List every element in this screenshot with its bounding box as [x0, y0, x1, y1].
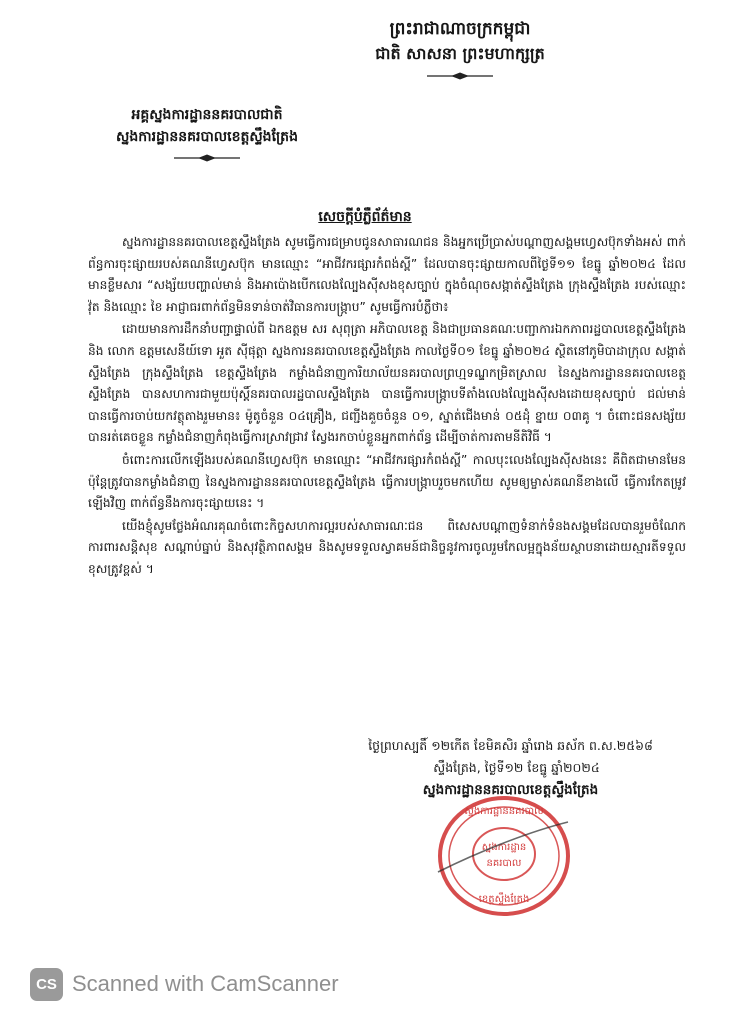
stamp-center-line-1: ស្នងការដ្ឋាន	[481, 842, 527, 853]
body-paragraph-3: ចំពោះការលើកឡើងរបស់គណនីហ្វេសប៊ុក មានឈ្មោះ “អាជីវករផ្សារកំពង់ស្ពី” កាលបុះលេងល្បែងស៊ីសងនេះ គឺពិតជាមានមែន ប៉ុន្តែត្រូវបានកម្លាំងជំនាញ នៃស្នងការដ្ឋាននគរបាលខេត្តស្ទឹងត្រែង ធ្វើការបង្ក្រាបរួចមកហើយ សូមឲ្យម្ចាស់គណនីខាងលើ ធ្វើការកែតម្រូវឡើងវិញ ពាក់ព័ន្ធនឹងការចុះផ្សាយនេះ ។	[88, 452, 686, 511]
camscanner-watermark-text: Scanned with CamScanner	[72, 971, 339, 996]
camscanner-watermark	[30, 964, 339, 1004]
kingdom-header	[330, 16, 590, 80]
issuer-line-1: អគ្គស្នងការដ្ឋាននគរបាលជាតិ	[131, 107, 283, 123]
issuing-authority	[82, 104, 332, 162]
body-paragraph-2: ដោយមានការដឹកនាំបញ្ជាផ្ទាល់ពី ឯកឧត្តម សរ សុពុត្រា អភិបាលខេត្ត និងជាប្រធានគណៈបញ្ជាការឯកភាពរដ្ឋបាលខេត្តស្ទឹងត្រែង និង លោក ឧត្តមសេនីយ៍ទោ អួត ស៊ីផុត្តា ស្នងការនគរបាលខេត្តស្ទឹងត្រែង កាលថ្ងៃទី០១ ខែធ្នូ ឆ្នាំ២០២៤ ស្ថិតនៅភូមិបាដាក្រុល សង្កាត់ស្ទឹងត្រែង ក្រុងស្ទឹងត្រែង ខេត្តស្ទឹងត្រែង កម្លាំងជំនាញការិយាល័យនគរបាលព្រហ្មទណ្ឌកម្រិតស្រាល នៃស្នងការដ្ឋាននគរបាលខេត្តស្ទឹងត្រែង បានសហការជាមួយប៉ុស្តិ៍នគរបាលរដ្ឋបាលស្ទឹងត្រែង បានធ្វើការបង្ក្រាបទីតាំងលេងល្បែងស៊ីសងដោយខុសច្បាប់ ជល់មាន់ បានធ្វើការចាប់យកវត្ថុតាងរួមមាន៖ ម៉ូតូចំនួន ០៤គ្រឿង, ជញ្ជីងគួចចំនួន ០១, ស្នាត់ជើងមាន់ ០៥ដុំ ខ្នាយ ០៣គូ ។ ចំពោះជនសង្ស័យបានរត់គេចខ្លួន កម្លាំងជំនាញកំពុងធ្វើការស្រាវជ្រាវ ស្វែងរកចាប់ខ្លួនអ្នកពាក់ព័ន្ធ ដើម្បីចាត់ការតាមនីតិវិធី ។	[88, 322, 686, 445]
document-body	[88, 232, 686, 582]
body-paragraph-1: ស្នងការដ្ឋាននគរបាលខេត្តស្ទឹងត្រែង សូមធ្វើការជម្រាបជូនសាធារណជន និងអ្នកប្រើប្រាស់បណ្តាញសង្គមហ្វេសប៊ុកទាំងអស់ ពាក់ព័ន្ធការចុះផ្សាយរបស់គណនីហ្វេសប៊ុក មានឈ្មោះ “អាជីវករផ្សារកំពង់ស្ពី” ដែលបានចុះផ្សាយកាលពីថ្ងៃទី១១ ខែធ្នូ ឆ្នាំ២០២៤ ដែលមានខ្លឹមសារ “សង្ស័យបញ្ហាល់មាន់ និងអាប៉ោងបើកលេងល្បែងស៊ីសងខុសច្បាប់ ក្នុងចំណុចសង្កាត់ស្ទឹងត្រែង ក្រុងស្ទឹងត្រែង របស់ឈ្មោះ វ៉ុត និងឈ្មោះ ខៃ អាជ្ញាធរពាក់ព័ន្ធមិនទាន់ចាត់វិធានការបង្ក្រាប” សូមធ្វើការបំភ្លឺថា៖	[88, 235, 686, 314]
header-ornament-icon	[425, 72, 495, 80]
solar-date: ស្ទឹងត្រែង, ថ្ងៃទី១២ ខែធ្នូ ឆ្នាំ២០២៤	[433, 760, 600, 775]
camscanner-logo-icon: CS	[30, 968, 63, 1001]
national-motto: ជាតិ សាសនា ព្រះមហាក្សត្រ	[375, 44, 545, 63]
official-seal-stamp-icon	[418, 792, 588, 920]
body-paragraph-4: យើងខ្ញុំសូមថ្លែងអំណរគុណចំពោះកិច្ចសហការល្អរបស់សាធារណៈជន ពិសេសបណ្តាញទំនាក់ទំនងសង្គមដែលបានរួមចំណែកការពារសន្តិសុខ សណ្តាប់ធ្នាប់ និងសុវត្ថិភាពសង្គម និងសូមទទួលស្វាគមន៍ជានិច្ចនូវការចូលរួមកែលម្អក្នុងន័យស្ថាបនាដោយស្មារតីទទួលខុសត្រូវខ្ពស់ ។	[88, 518, 686, 576]
signature-authority: ស្នងការដ្ឋាននគរបាលខេត្តស្ទឹងត្រែង	[422, 782, 599, 798]
kingdom-name: ព្រះរាជាណាចក្រកម្ពុជា	[389, 19, 531, 39]
document-title: សេចក្តីបំភ្លឺព័ត៌មាន	[318, 209, 412, 225]
stamp-center-line-2: នគរបាល	[486, 858, 522, 869]
lunar-date: ថ្ងៃព្រហស្បតិ៍ ១២កើត ខែមិគសិរ ឆ្នាំរោង ឆស័ក ព.ស.២៥៦៨	[368, 738, 653, 753]
issuer-ornament-icon	[172, 154, 242, 162]
stamp-bottom-text: ខេត្តស្ទឹងត្រែង	[478, 894, 530, 905]
issuer-line-2: ស្នងការដ្ឋាននគរបាលខេត្តស្ទឹងត្រែង	[116, 129, 298, 145]
stamp-outer-text: ស្នងការដ្ឋាននគរបាល	[464, 806, 544, 817]
